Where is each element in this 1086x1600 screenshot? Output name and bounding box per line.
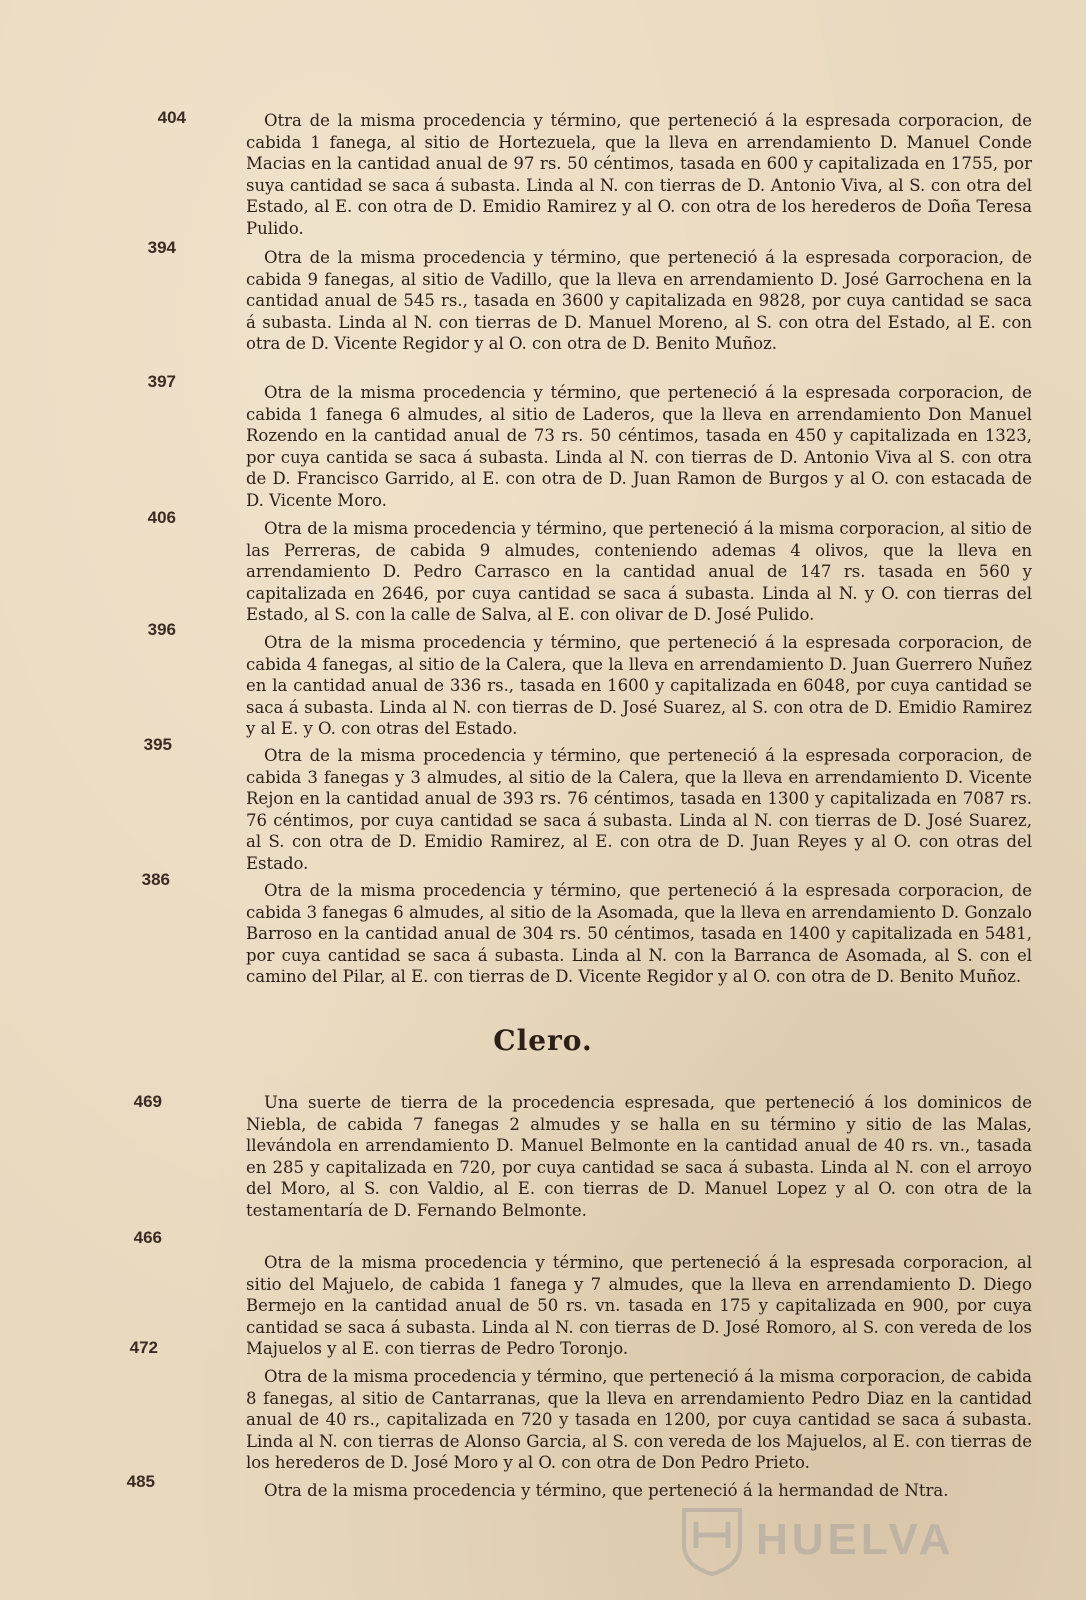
watermark-stamp (680, 1495, 1010, 1585)
lot-number: 397 (147, 372, 176, 391)
lot-number: 395 (143, 735, 172, 754)
lot-number: 396 (147, 620, 176, 639)
watermark-text: HUELVA (756, 1515, 955, 1564)
entry-text: Otra de la misma procedencia y término, que perteneció á la hermandad de Ntra. (264, 1481, 949, 1500)
lot-number: 386 (141, 870, 170, 889)
lot-number: 406 (147, 508, 176, 527)
entry-text: Otra de la misma procedencia y término, que perteneció á la misma corporacion, al sitio de las Perreras, de cabida 9 almudes, conteniendo ademas 4 olivos, que la lleva en arrendamiento D. Pedro Carrasco en la cantidad anual de 147 rs. tasada en 560 y capitalizada en 2646, por cuya cantidad se saca á subasta. Linda al N. y O. con tierras del Estado, al S. con la calle de Salva, al E. con olivar de D. José Pulido. (246, 519, 1032, 624)
lot-number: 472 (129, 1338, 158, 1357)
entry-text: Otra de la misma procedencia y término, que perteneció á la misma corporacion, de cabida 8 fanegas, al sitio de Cantarranas, que la lleva en arrendamiento Pedro Diaz en la cantidad anual de 40 rs., capitalizada en 720 y tasada en 1200, por cuya cantidad se saca á subasta. Linda al N. con tierras de Alonso Garcia, al S. con vereda de los Majuelos, al E. con tierras de los herederos de D. José Moro y al O. con otra de Don Pedro Prieto. (246, 1367, 1032, 1472)
lot-entry (246, 1252, 1032, 1360)
entry-text: Otra de la misma procedencia y término, que perteneció á la espresada corporacion, de cabida 4 fanegas, al sitio de la Calera, que la lleva en arrendamiento D. Juan Guerrero Nuñez en la cantidad anual de 336 rs., tasada en 1600 y capitalizada en 6048, por cuya cantidad se saca á subasta. Linda al N. con tierras de D. José Suarez, al S. con otra de D. Emidio Ramirez y al E. y O. con otras del Estado. (246, 633, 1032, 738)
entry-text: Una suerte de tierra de la procedencia espresada, que perteneció á los dominicos de Niebla, de cabida 7 fanegas 2 almudes y se halla en su término y sitio de las Malas, llevándola en arrendamiento D. Manuel Belmonte en la cantidad anual de 40 rs. vn., tasada en 285 y capitalizada en 720, por cuya cantidad se saca á subasta. Linda al N. con el arroyo del Moro, al S. con Valdio, al E. con tierras de D. Manuel Lopez y al O. con otra de la testamentaría de D. Fernando Belmonte. (246, 1093, 1032, 1220)
section-heading: Clero. (493, 1024, 593, 1057)
lot-entry (246, 110, 1032, 239)
lot-entry (246, 382, 1032, 511)
entry-text: Otra de la misma procedencia y término, que perteneció á la espresada corporacion, de cabida 9 fanegas, al sitio de Vadillo, que la lleva en arrendamiento D. José Garrochena en la cantidad anual de 545 rs., tasada en 3600 y capitalizada en 9828, por cuya cantidad se saca á subasta. Linda al N. con tierras de D. Manuel Moreno, al S. con otra del Estado, al E. con otra de D. Vicente Regidor y al O. con otra de D. Benito Muñoz. (246, 248, 1032, 353)
lot-entry (246, 247, 1032, 355)
lot-entry (246, 632, 1032, 740)
lot-number: 485 (126, 1472, 155, 1491)
lot-number: 469 (133, 1092, 162, 1111)
lot-entry (246, 1366, 1032, 1474)
lot-entry (246, 745, 1032, 874)
entry-text: Otra de la misma procedencia y término, que perteneció á la espresada corporacion, de cabida 1 fanega 6 almudes, al sitio de Laderos, que la lleva en arrendamiento Don Manuel Rozendo en la cantidad anual de 73 rs. 50 céntimos, tasada en 450 y capitalizada en 1323, por cuya cantida se saca á subasta. Linda al N. con tierras de D. Antonio Viva al S. con otra de D. Francisco Garrido, al E. con otra de D. Juan Ramon de Burgos y al O. con estacada de D. Vicente Moro. (246, 383, 1032, 510)
lot-entry (246, 518, 1032, 626)
entry-text: Otra de la misma procedencia y término, que perteneció á la espresada corporacion, de cabida 1 fanega, al sitio de Hortezuela, que la lleva en arrendamiento D. Manuel Conde Macias en la cantidad anual de 97 rs. 50 céntimos, tasada en 600 y capitalizada en 1755, por suya cantidad se saca á subasta. Linda al N. con tierras de D. Antonio Viva, al S. con otra del Estado, al E. con otra de D. Emidio Ramirez y al O. con otra de los herederos de Doña Teresa Pulido. (246, 111, 1032, 238)
entry-text: Otra de la misma procedencia y término, que perteneció á la espresada corporacion, al sitio del Majuelo, de cabida 1 fanega y 7 almudes, que la lleva en arrendamiento D. Diego Bermejo en la cantidad anual de 50 rs. vn. tasada en 175 y capitalizada en 900, por cuya cantidad se saca á subasta. Linda al N. con tierras de D. José Romoro, al S. con vereda de los Majuelos y al E. con tierras de Pedro Toronjo. (246, 1253, 1032, 1358)
lot-entry (246, 1092, 1032, 1221)
shield-icon (680, 1504, 744, 1576)
entry-text: Otra de la misma procedencia y término, que perteneció á la espresada corporacion, de cabida 3 fanegas y 3 almudes, al sitio de la Calera, que la lleva en arrendamiento D. Vicente Rejon en la cantidad anual de 393 rs. 76 céntimos, tasada en 1300 y capitalizada en 7087 rs. 76 céntimos, por cuya cantidad se saca á subasta. Linda al N. con tierras de D. José Suarez, al S. con otra de D. Emidio Ramirez, al E. con otra de D. Juan Reyes y al O. con otras del Estado. (246, 746, 1032, 873)
lot-number: 394 (147, 238, 176, 257)
lot-number: 466 (133, 1228, 162, 1247)
lot-number-column (0, 0, 220, 1600)
lot-number: 404 (157, 108, 186, 127)
lot-entry (246, 880, 1032, 988)
entry-text: Otra de la misma procedencia y término, que perteneció á la espresada corporacion, de cabida 3 fanegas 6 almudes, al sitio de la Asomada, que la lleva en arrendamiento D. Gonzalo Barroso en la cantidad anual de 304 rs. 50 céntimos, tasada en 1400 y capitalizada en 5481, por cuya cantidad se saca á subasta. Linda al N. con la Barranca de Asomada, al S. con el camino del Pilar, al E. con tierras de D. Vicente Regidor y al O. con otra de D. Benito Muñoz. (246, 881, 1032, 986)
